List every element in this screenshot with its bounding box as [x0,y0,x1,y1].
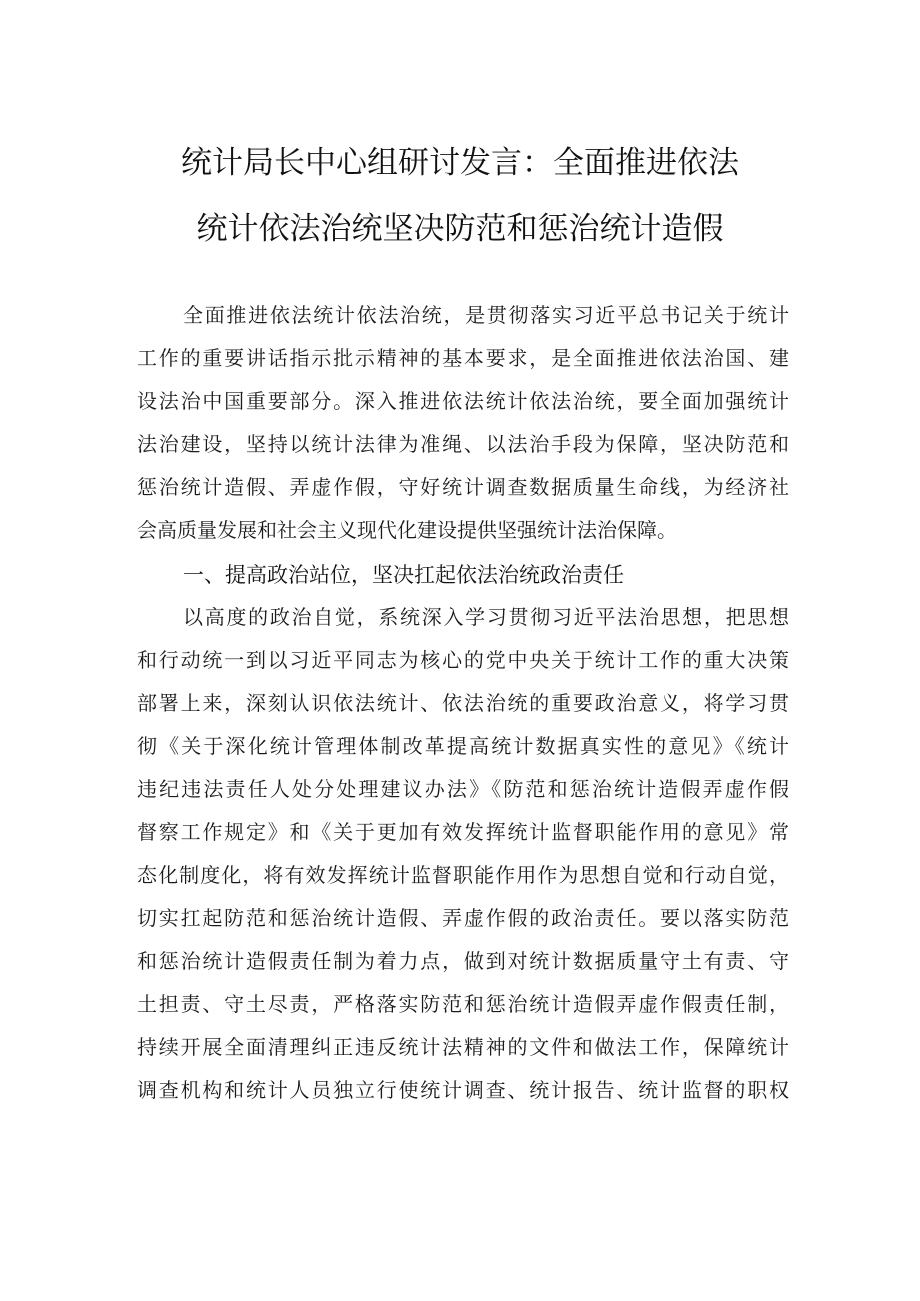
paragraph-2-line: 以高度的政治自觉，系统深入学习贯彻习近平法治思想，把思想 [183,605,789,629]
paragraph-1-line: 工作的重要讲话指示批示精神的基本要求，是全面推进依法治国、建 [137,346,789,370]
paragraph-2-line: 督察工作规定》和《关于更加有效发挥统计监督职能作用的意见》常 [137,820,789,844]
paragraph-2-line: 调查机构和统计人员独立行使统计调查、统计报告、统计监督的职权 [137,1078,789,1102]
document-title-line-2: 统计依法治统坚决防范和惩治统计造假 [196,211,724,247]
paragraph-2-line: 态化制度化，将有效发挥统计监督职能作用作为思想自觉和行动自觉， [137,863,789,887]
paragraph-2-line: 违纪违法责任人处分处理建议办法》《防范和惩治统计造假弄虚作假 [137,777,789,801]
document-title-line-1: 统计局长中心组研讨发言：全面推进依法 [181,145,739,181]
paragraph-2-line: 土担责、守土尽责，严格落实防范和惩治统计造假弄虚作假责任制， [137,992,789,1016]
paragraph-2-line: 部署上来，深刻认识依法统计、依法治统的重要政治意义，将学习贯 [137,691,789,715]
section-heading-1: 一、提高政治站位，坚决扛起依法治统政治责任 [183,563,624,587]
paragraph-1-line: 惩治统计造假、弄虚作假，守好统计调查数据质量生命线，为经济社 [137,475,789,499]
paragraph-2-line: 彻《关于深化统计管理体制改革提高统计数据真实性的意见》《统计 [137,734,789,758]
paragraph-1-line: 会高质量发展和社会主义现代化建设提供坚强统计法治保障。 [137,518,677,542]
paragraph-1-line: 法治建设，坚持以统计法律为准绳、以法治手段为保障，坚决防范和 [137,432,789,456]
paragraph-1-line: 全面推进依法统计依法治统，是贯彻落实习近平总书记关于统计 [183,303,789,327]
paragraph-1-line: 设法治中国重要部分。深入推进依法统计依法治统，要全面加强统计 [137,389,789,413]
paragraph-2-line: 切实扛起防范和惩治统计造假、弄虚作假的政治责任。要以落实防范 [137,906,789,930]
paragraph-2-line: 和行动统一到以习近平同志为核心的党中央关于统计工作的重大决策 [137,648,789,672]
paragraph-2-line: 和惩治统计造假责任制为着力点，做到对统计数据质量守土有责、守 [137,949,789,973]
paragraph-2-line: 持续开展全面清理纠正违反统计法精神的文件和做法工作，保障统计 [137,1035,789,1059]
